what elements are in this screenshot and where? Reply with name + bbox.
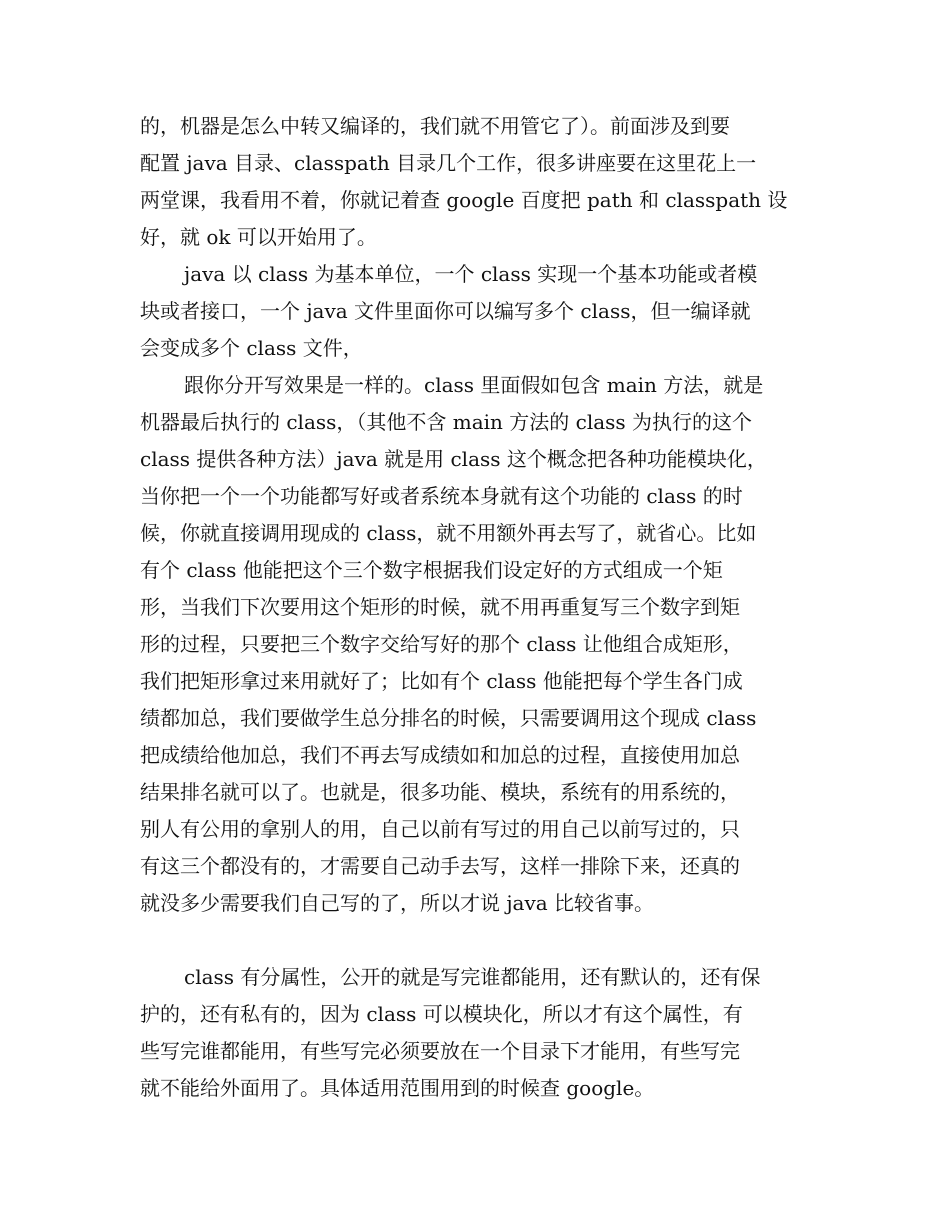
text-line: 形，当我们下次要用这个矩形的时候，就不用再重复写三个数字到矩 (140, 595, 740, 619)
text-line: 就不能给外面用了。具体适用范围用到的时候查 google。 (140, 1076, 655, 1100)
paragraph-4 (140, 959, 820, 1107)
text-line: class 有分属性，公开的就是写完谁都能用，还有默认的，还有保 (184, 965, 761, 989)
text-line: 结果排名就可以了。也就是，很多功能、模块，系统有的用系统的， (140, 780, 740, 804)
text-line: 会变成多个 class 文件， (140, 336, 363, 360)
text-line: 块或者接口，一个 java 文件里面你可以编写多个 class，但一编译就 (140, 299, 751, 323)
text-line: 就没多少需要我们自己写的了，所以才说 java 比较省事。 (140, 891, 655, 915)
text-line: 有这三个都没有的，才需要自己动手去写，这样一排除下来，还真的 (140, 854, 740, 878)
paragraph-3 (140, 367, 820, 959)
text-line: 绩都加总，我们要做学生总分排名的时候，只需要调用这个现成 class (140, 706, 757, 730)
text-line: 有个 class 他能把这个三个数字根据我们设定好的方式组成一个矩 (140, 558, 723, 582)
text-line: 好，就 ok 可以开始用了。 (140, 225, 377, 249)
text-line: 配置 java 目录、classpath 目录几个工作，很多讲座要在这里花上一 (140, 151, 757, 175)
text-line: class 提供各种方法）java 就是用 class 这个概念把各种功能模块化， (140, 447, 767, 471)
text-line: 两堂课，我看用不着，你就记着查 google 百度把 path 和 classpath 设 (140, 188, 788, 212)
text-line: 别人有公用的拿别人的用，自己以前有写过的用自己以前写过的，只 (140, 817, 740, 841)
text-line: 的，机器是怎么中转又编译的，我们就不用管它了）。前面涉及到要 (140, 114, 730, 138)
text-line: 把成绩给他加总，我们不再去写成绩如和加总的过程，直接使用加总 (140, 743, 740, 767)
text-line: 跟你分开写效果是一样的。class 里面假如包含 main 方法，就是 (184, 373, 764, 397)
text-line: 我们把矩形拿过来用就好了；比如有个 class 他能把每个学生各门成 (140, 669, 743, 693)
text-line: 护的，还有私有的，因为 class 可以模块化，所以才有这个属性，有 (140, 1002, 743, 1026)
text-line: 些写完谁都能用，有些写完必须要放在一个目录下才能用，有些写完 (140, 1039, 740, 1063)
paragraph-1 (140, 108, 820, 256)
text-line (140, 922, 820, 959)
text-line: 候，你就直接调用现成的 class，就不用额外再去写了，就省心。比如 (140, 521, 757, 545)
text-line: 当你把一个一个功能都写好或者系统本身就有这个功能的 class 的时 (140, 484, 743, 508)
text-line: java 以 class 为基本单位，一个 class 实现一个基本功能或者模 (184, 262, 758, 286)
document-body (140, 108, 820, 1107)
text-line: 机器最后执行的 class，（其他不含 main 方法的 class 为执行的这个 (140, 410, 753, 434)
text-line: 形的过程，只要把三个数字交给写好的那个 class 让他组合成矩形， (140, 632, 743, 656)
paragraph-2 (140, 256, 820, 367)
